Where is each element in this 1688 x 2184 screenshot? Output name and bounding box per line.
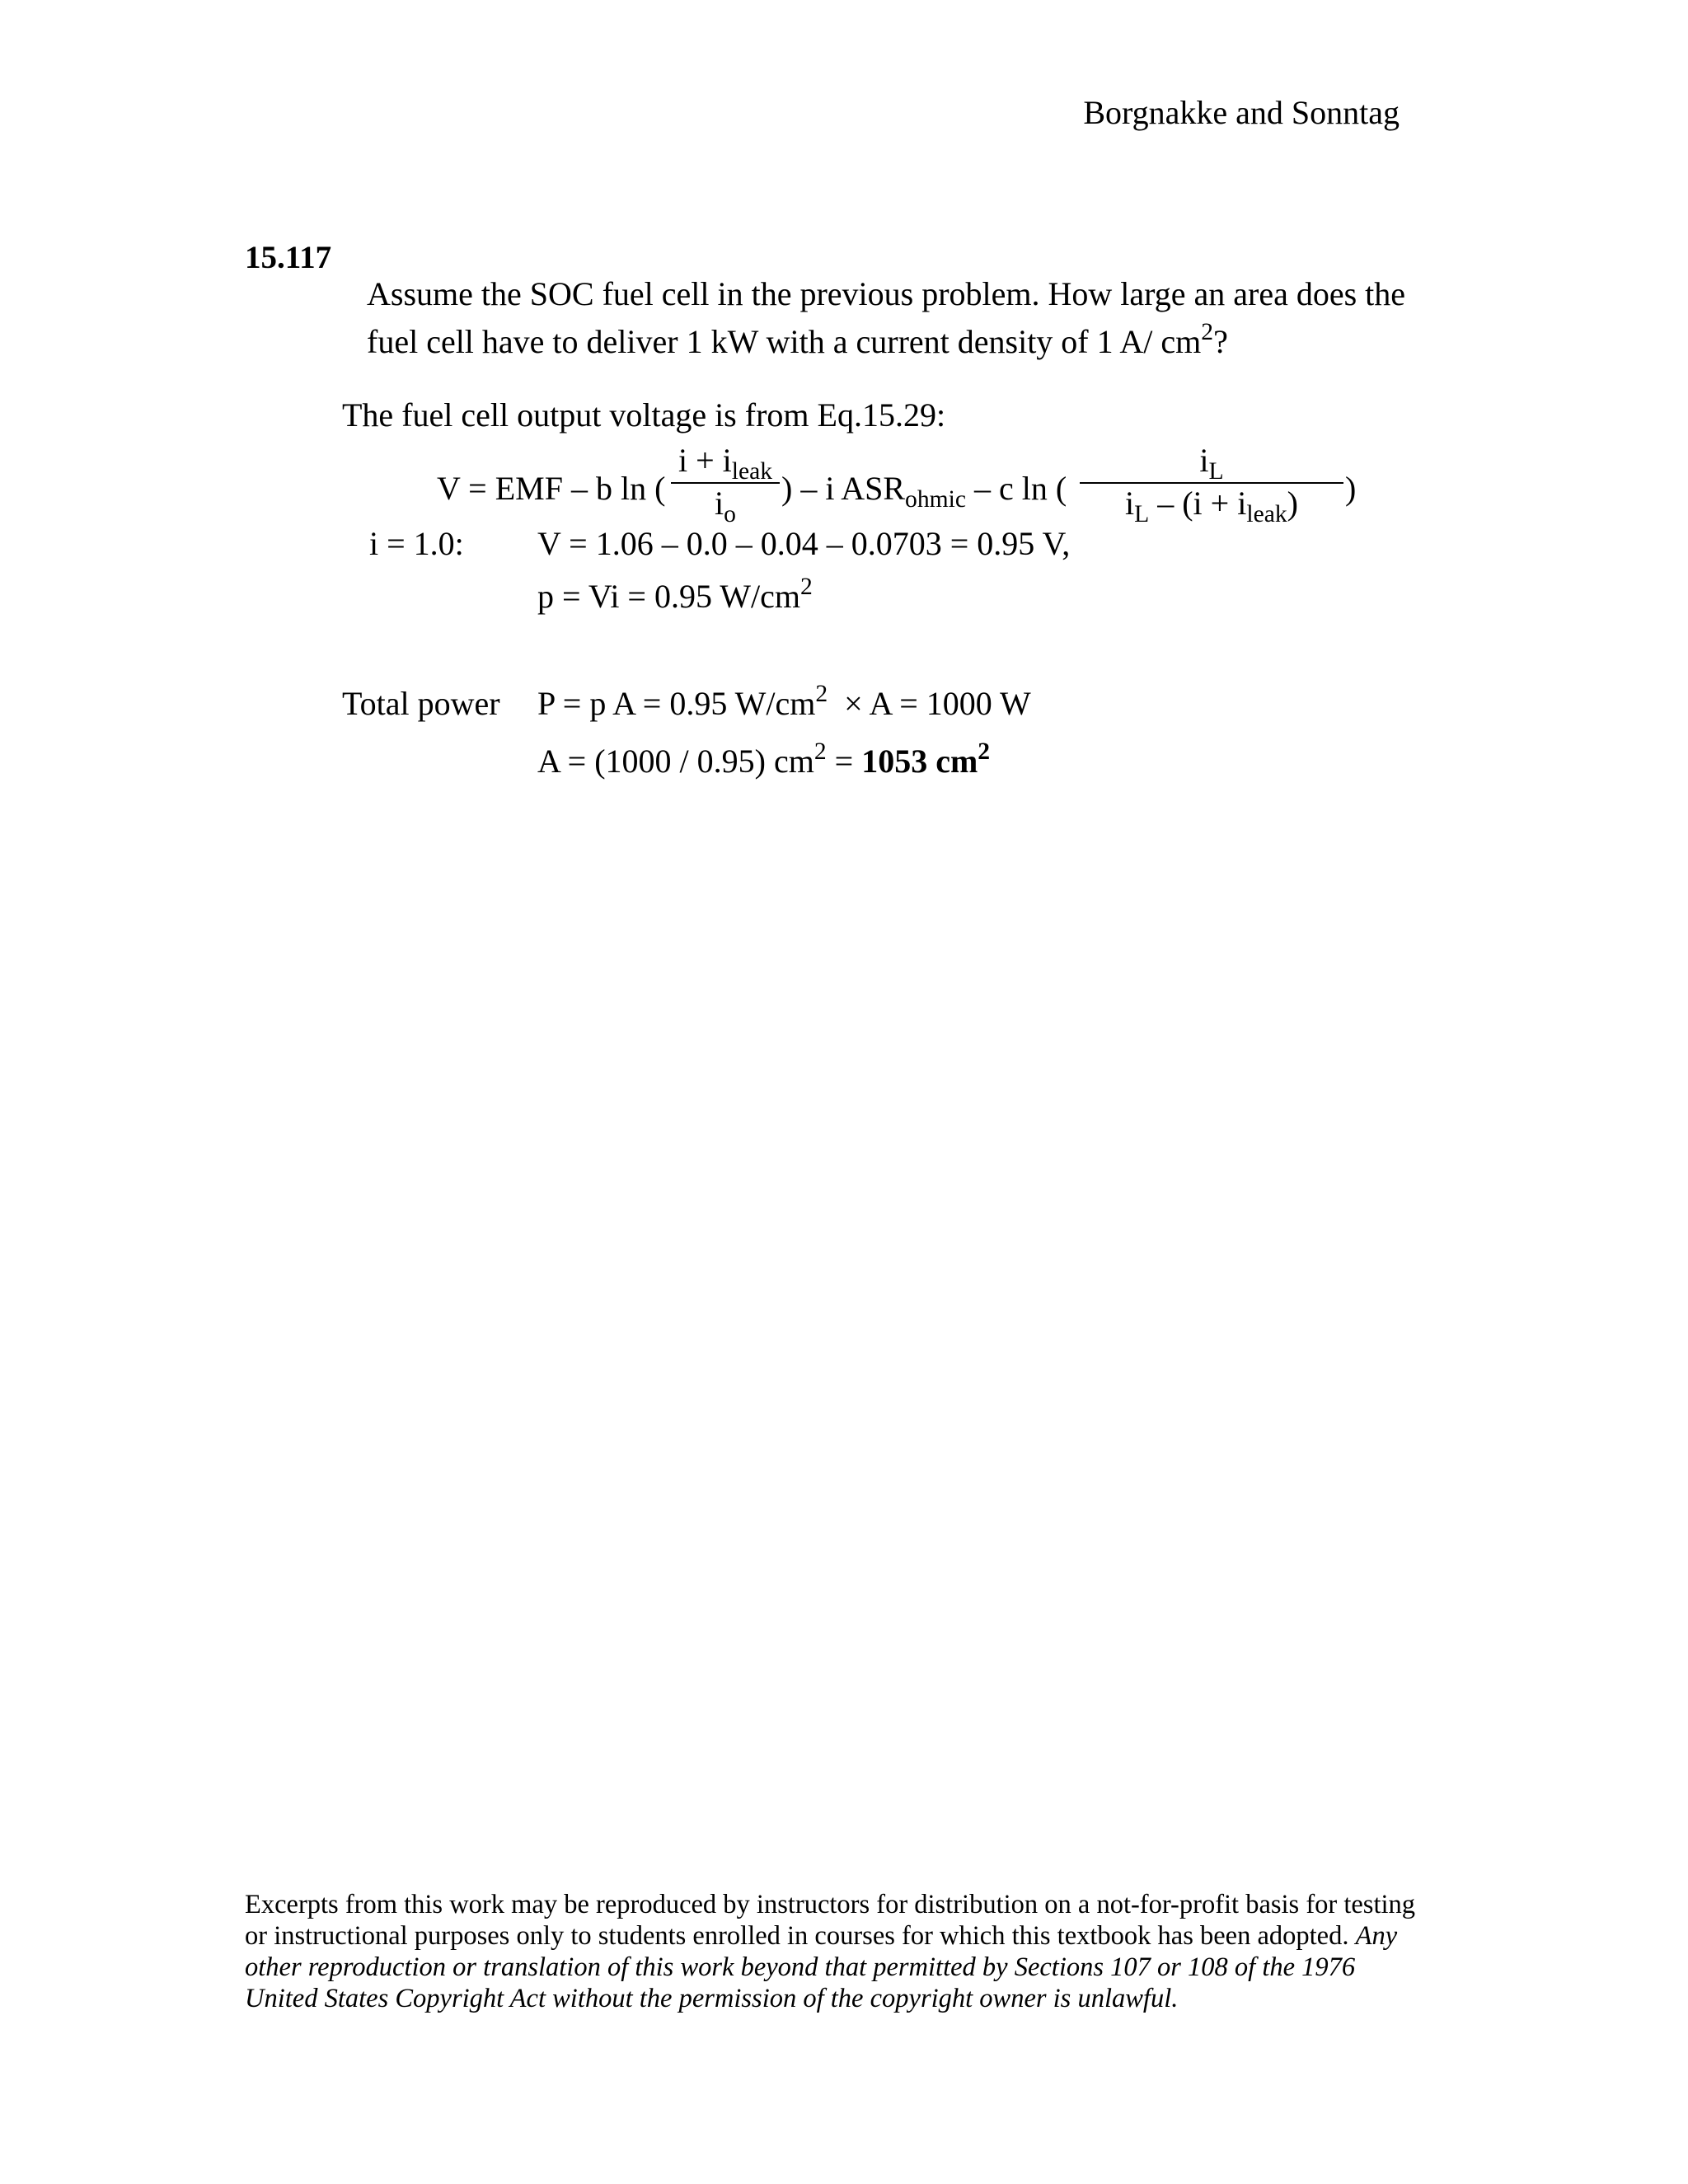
fraction-activation — [671, 441, 780, 528]
equation-lhs: V = EMF – b ln ( — [437, 470, 666, 507]
equation-rhs: ) — [1345, 470, 1357, 507]
fraction-numerator: $i_L$ — [1199, 442, 1224, 485]
voltage-equation — [437, 441, 1368, 532]
problem-statement — [367, 270, 1405, 366]
statement-line-1: Assume the SOC fuel cell in the previous problem. How large an area does the — [367, 275, 1406, 312]
area-answer: 1053 $cm^2$ — [861, 738, 991, 780]
equation-middle: ) – i $ASR_{ohmic}$ – c ln ( — [781, 470, 1067, 513]
superscript: 2 — [800, 573, 813, 600]
statement-line-2: fuel cell have to deliver 1 kW with a current density of 1 A/ $cm^2$? — [367, 318, 1228, 360]
problem-number: 15.117 — [245, 240, 332, 275]
solution-intro: The fuel cell output voltage is from Eq.15.29: — [342, 396, 946, 434]
fraction-denominator: $i_L - (i + i_{leak})$ — [1125, 485, 1298, 528]
fraction-denominator: $i_o$ — [715, 485, 736, 528]
fraction-concentration — [1080, 441, 1343, 528]
total-power-label: Total power — [342, 685, 500, 722]
fraction-numerator: $i + i_{leak}$ — [678, 442, 773, 485]
header-author: Borgnakke and Sonntag — [1083, 94, 1400, 131]
case-label: i = 1.0: — [369, 525, 464, 562]
superscript: 2 — [815, 680, 828, 707]
power-density-result: p = Vi = 0.95 $W/cm^2$ — [537, 573, 813, 615]
copyright-footer: Excerpts from this work may be reproduced by instructors for distribution on a not-for-profit basis for testing or instructional purposes only to students enrolled in courses for which this textbook has been adopted. Any other reproduction or translation of this work beyond that permitted by Sections 107 or 108 of the 1976 United States Copyright Act without the permission of the copyright owner is unlawful. — [245, 1890, 1416, 2013]
superscript: 2 — [814, 738, 827, 765]
area-equation: A = (1000 / 0.95) $cm^2 = 1053$ $cm^2$ — [537, 738, 991, 780]
total-power-equation: P = p A = 0.95 $W/cm^2 \times A = 1000$ W — [537, 680, 1031, 722]
voltage-result: V = 1.06 – 0.0 – 0.04 – 0.0703 = 0.95 V, — [537, 525, 1071, 562]
superscript: 2 — [1201, 318, 1214, 345]
